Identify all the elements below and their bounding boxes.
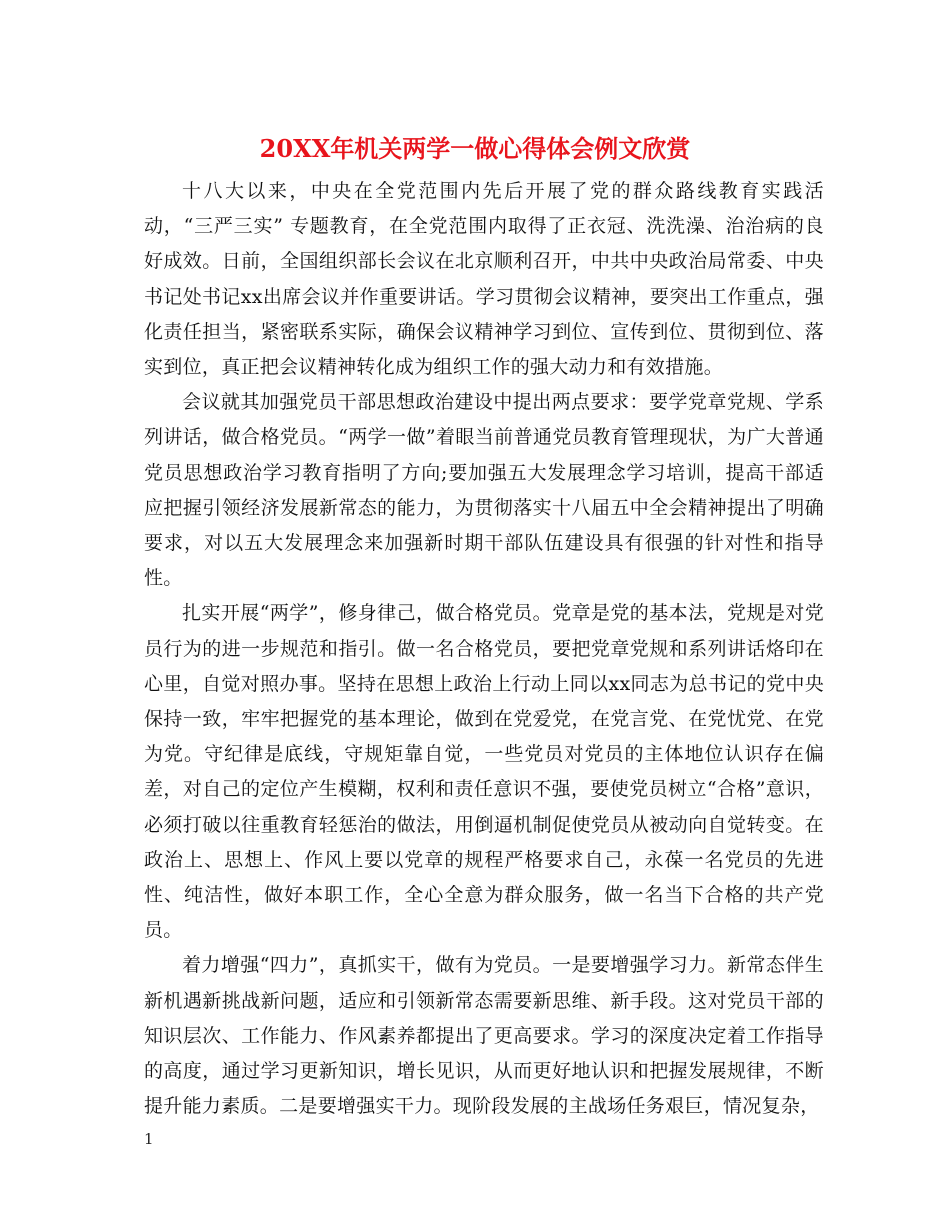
page-number: 1 bbox=[144, 1130, 154, 1148]
document-title: 20XX年机关两学一做心得体会例文欣赏 bbox=[259, 134, 691, 163]
paragraph-2: 会议就其加强党员干部思想政治建设中提出两点要求：要学党章党规、学系列讲话，做合格党员。“两学一做”着眼当前普通党员教育管理现状，为广大普通党员思想政治学习教育指明了方向;要加强五大发展理念学习培训，提高干部适应把握引领经济发展新常态的能力，为贯彻落实十八届五中全会精神提出了明确要求，对以五大发展理念来加强新时期干部队伍建设具有很强的针对性和指导性。 bbox=[144, 391, 824, 590]
document-body bbox=[144, 174, 824, 1124]
paragraph-3: 扎实开展“两学”，修身律己，做合格党员。党章是党的基本法，党规是对党员行为的进一步规范和指引。做一名合格党员，要把党章党规和系列讲话烙印在心里，自觉对照办事。坚持在思想上政治上行动上同以xx同志为总书记的党中央保持一致，牢牢把握党的基本理论，做到在党爱党，在党言党、在党忧党、在党为党。守纪律是底线，守规矩靠自觉，一些党员对党员的主体地位认识存在偏差，对自己的定位产生模糊，权利和责任意识不强，要使党员树立“合格”意识，必须打破以往重教育轻惩治的做法，用倒逼机制促使党员从被动向自觉转变。在政治上、思想上、作风上要以党章的规程严格要求自己，永葆一名党员的先进性、纯洁性，做好本职工作，全心全意为群众服务，做一名当下合格的共产党员。 bbox=[144, 602, 824, 942]
paragraph-1: 十八大以来，中央在全党范围内先后开展了党的群众路线教育实践活动，“三严三实” 专题教育，在全党范围内取得了正衣冠、洗洗澡、治治病的良好成效。日前，全国组织部长会议在北京顺利召开，中共中央政治局常委、中央书记处书记xx出席会议并作重要讲话。学习贯彻会议精神，要突出工作重点，强化责任担当，紧密联系实际，确保会议精神学习到位、宣传到位、贯彻到位、落实到位，真正把会议精神转化成为组织工作的强大动力和有效措施。 bbox=[144, 180, 824, 379]
paragraph-4: 着力增强“四力”，真抓实干，做有为党员。一是要增强学习力。新常态伴生新机遇新挑战新问题，适应和引领新常态需要新思维、新手段。这对党员干部的知识层次、工作能力、作风素养都提出了更高要求。学习的深度决定着工作指导的高度，通过学习更新知识，增长见识，从而更好地认识和把握发展规律，不断提升能力素质。二是要增强实干力。现阶段发展的主战场任务艰巨，情况复杂， bbox=[144, 954, 824, 1118]
